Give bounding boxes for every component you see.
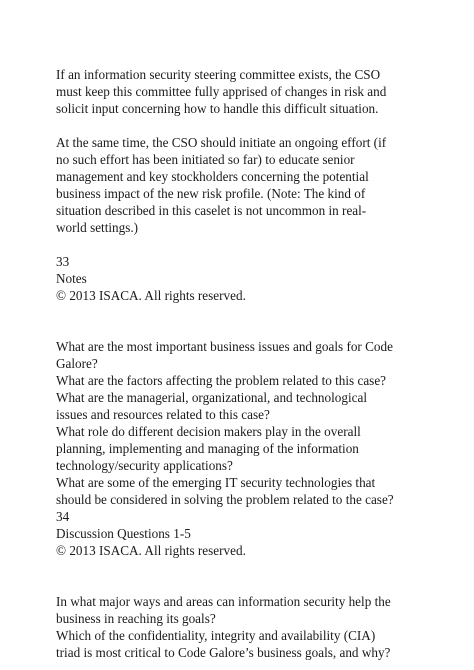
question-line: issues and resources related to this case? [56,407,270,422]
question-line: Galore? [56,356,98,371]
question-line: business in reaching its goals? [56,611,216,626]
paragraph-line: situation described in this caselet is not uncommon in real- [56,203,367,218]
question-line: planning, implementing and managing of the information [56,441,359,456]
question-line: triad is most critical to Code Galore’s business goals, and why? [56,645,391,660]
question-line: What are the factors affecting the problem related to this case? [56,373,387,388]
question-line: What are some of the emerging IT security technologies that [56,475,376,490]
paragraph-line: business impact of the new risk profile. (Note: The kind of [56,186,366,201]
question-line: In what major ways and areas can information security help the [56,594,391,609]
question-line: should be considered in solving the problem related to the case? [56,492,394,507]
question-line: Which of the confidentiality, integrity and availability (CIA) [56,628,376,643]
copyright-notice: © 2013 ISACA. All rights reserved. [56,543,246,558]
question-line: What are the managerial, organizational, and technological [56,390,367,405]
slide-title: Notes [56,271,87,286]
question-line: technology/security applications? [56,458,233,473]
slide-title: Discussion Questions 1-5 [56,526,191,541]
paragraph-line: must keep this committee fully apprised of changes in risk and [56,84,387,99]
paragraph-line: At the same time, the CSO should initiate an ongoing effort (if [56,135,387,150]
paragraph-line: If an information security steering committee exists, the CSO [56,67,381,82]
paragraph-line: world settings.) [56,220,139,235]
copyright-notice: © 2013 ISACA. All rights reserved. [56,288,246,303]
paragraph-line: no such effort has been initiated so far) to educate senior [56,152,355,167]
question-line: What role do different decision makers play in the overall [56,424,361,439]
question-line: What are the most important business issues and goals for Code [56,339,393,354]
paragraph-line: solicit input concerning how to handle this difficult situation. [56,101,379,116]
slide-number: 33 [56,254,70,269]
paragraph-line: management and key stockholders concerning the potential [56,169,369,184]
slide-number: 34 [56,509,70,524]
